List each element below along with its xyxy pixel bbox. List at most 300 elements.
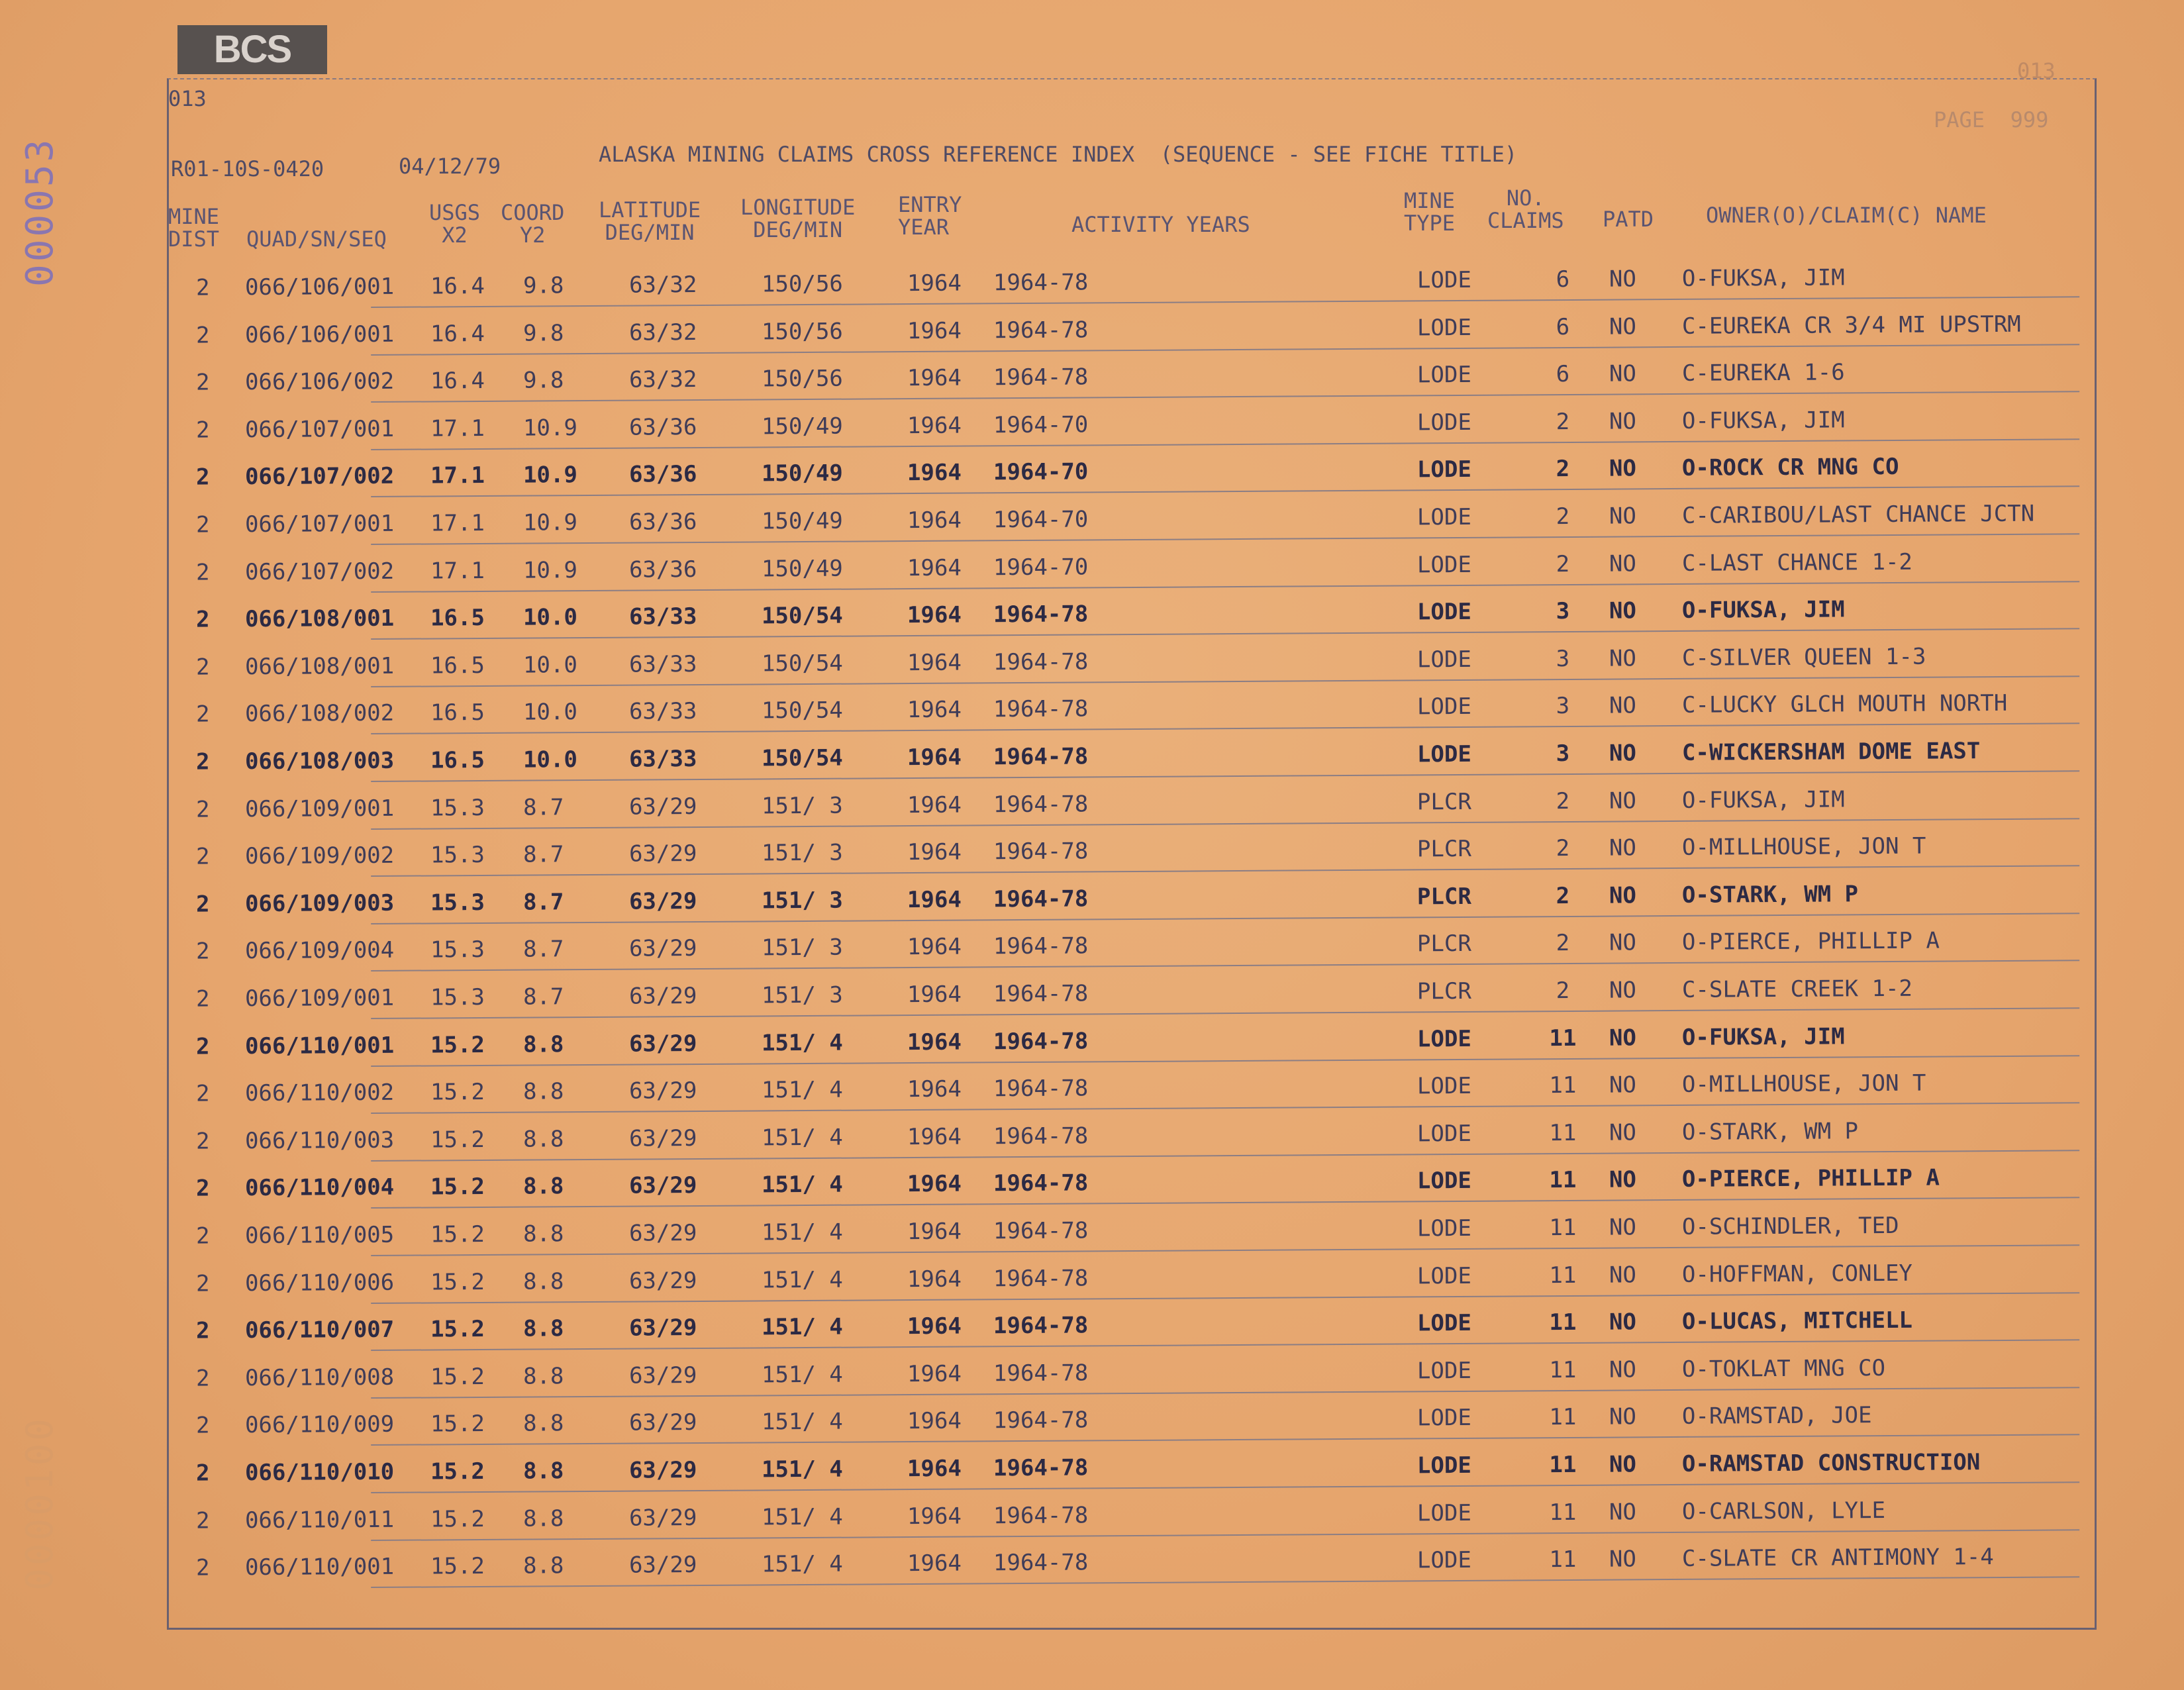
cell-entry-year: 1964 [907,649,962,676]
cell-no-claims: 11 [1549,1451,1577,1479]
cell-entry-year: 1964 [907,1170,962,1198]
cell-longitude: 151/ 3 [761,839,843,867]
cell-coord-y2: 10.9 [522,414,578,442]
cell-quad-sn-seq: 066/108/001 [244,652,395,680]
cell-entry-year: 1964 [907,1360,962,1387]
cell-patd: NO [1609,929,1637,956]
cell-longitude: 150/54 [761,744,843,772]
cell-quad-sn-seq: 066/110/011 [244,1506,395,1534]
cell-activity-years: 1964-78 [993,743,1089,771]
cell-mine-dist: 2 [195,1412,210,1440]
cell-latitude: 63/29 [628,983,697,1010]
cell-no-claims: 6 [1556,313,1570,340]
cell-longitude: 151/ 4 [761,1503,843,1531]
cell-no-claims: 11 [1549,1072,1577,1099]
cell-quad-sn-seq: 066/110/001 [244,1553,395,1581]
cell-patd: NO [1609,1071,1637,1099]
cell-activity-years: 1964-78 [993,1454,1089,1482]
cell-mine-type: LODE [1416,503,1471,531]
cell-owner-claim-name: O-CARLSON, LYLE [1681,1497,1886,1525]
cell-patd: NO [1609,882,1637,909]
cell-longitude: 150/56 [761,318,843,346]
cell-mine-dist: 2 [195,464,210,491]
cell-patd: NO [1609,408,1637,435]
cell-quad-sn-seq: 066/108/003 [244,747,395,775]
cell-no-claims: 3 [1556,598,1570,625]
cell-usgs-x2: 15.2 [430,1553,485,1580]
cell-no-claims: 11 [1549,1024,1577,1052]
cell-usgs-x2: 15.2 [430,1031,485,1059]
cell-no-claims: 2 [1556,977,1570,1005]
cell-quad-sn-seq: 066/108/001 [244,605,395,633]
cell-usgs-x2: 15.2 [430,1458,485,1485]
cell-quad-sn-seq: 066/109/003 [244,889,395,917]
cell-entry-year: 1964 [907,270,962,297]
cell-longitude: 150/49 [761,507,843,535]
header-quad-sn-seq: QUAD/SN/SEQ [246,226,387,252]
cell-coord-y2: 8.8 [522,1315,564,1342]
cell-latitude: 63/29 [628,1552,697,1579]
cell-mine-dist: 2 [195,1033,210,1060]
cell-latitude: 63/36 [628,413,697,441]
cell-latitude: 63/29 [628,840,697,868]
cell-latitude: 63/36 [628,509,697,536]
cell-patd: NO [1609,360,1637,387]
cell-mine-dist: 2 [195,1222,210,1250]
cell-usgs-x2: 17.1 [430,557,485,585]
cell-quad-sn-seq: 066/109/002 [244,842,395,870]
cell-quad-sn-seq: 066/106/002 [244,368,395,396]
cell-entry-year: 1964 [907,554,962,581]
side-stamp-faint: 0000100 [19,1416,62,1591]
header-entry-year: ENTRY YEAR [898,192,962,240]
cell-longitude: 151/ 4 [761,1409,843,1436]
cell-mine-dist: 2 [195,1128,210,1155]
cell-latitude: 63/29 [628,1267,697,1295]
cell-longitude: 151/ 4 [761,1171,843,1199]
cell-entry-year: 1964 [907,1218,962,1246]
cell-mine-type: LODE [1416,1073,1471,1100]
cell-usgs-x2: 15.2 [430,1220,485,1248]
cell-quad-sn-seq: 066/110/003 [244,1126,395,1154]
cell-longitude: 150/54 [761,697,843,724]
cell-no-claims: 11 [1549,1404,1577,1431]
cell-entry-year: 1964 [907,601,962,629]
cell-quad-sn-seq: 066/110/004 [244,1174,395,1202]
cell-entry-year: 1964 [907,1075,962,1103]
cell-no-claims: 3 [1556,740,1570,768]
cell-activity-years: 1964-78 [993,1169,1089,1197]
cell-activity-years: 1964-78 [993,1028,1089,1055]
cell-mine-type: LODE [1416,362,1471,389]
cell-entry-year: 1964 [907,459,962,487]
cell-longitude: 150/54 [761,602,843,630]
cell-owner-claim-name: O-MILLHOUSE, JON T [1681,832,1926,862]
cell-entry-year: 1964 [907,744,962,771]
header-latitude: LATITUDE DEG/MIN [599,197,701,245]
cell-activity-years: 1964-78 [993,838,1089,866]
cell-mine-dist: 2 [195,322,210,349]
cell-entry-year: 1964 [907,933,962,961]
cell-patd: NO [1609,1261,1637,1289]
cell-owner-claim-name: O-STARK, WM P [1681,1118,1859,1146]
cell-coord-y2: 10.9 [522,462,578,489]
cell-longitude: 151/ 4 [761,1313,843,1341]
cell-coord-y2: 8.8 [522,1220,564,1248]
cell-mine-dist: 2 [195,606,210,633]
cell-no-claims: 11 [1549,1119,1577,1146]
cell-entry-year: 1964 [907,886,962,913]
cell-mine-type: LODE [1416,693,1471,721]
cell-owner-claim-name: O-ROCK CR MNG CO [1681,454,1899,482]
cell-activity-years: 1964-70 [993,458,1089,486]
cell-longitude: 151/ 4 [761,1029,843,1057]
header-longitude: LONGITUDE DEG/MIN [740,195,856,242]
cell-latitude: 63/32 [628,272,697,299]
cell-no-claims: 2 [1556,787,1570,815]
cell-owner-claim-name: O-FUKSA, JIM [1681,1023,1845,1051]
cell-patd: NO [1609,787,1637,815]
cell-mine-dist: 2 [195,1175,210,1203]
header-patd: PATD [1603,207,1654,232]
cell-longitude: 151/ 4 [761,1266,843,1294]
cell-coord-y2: 8.8 [522,1552,564,1579]
cell-activity-years: 1964-78 [993,1360,1089,1387]
cell-coord-y2: 8.8 [522,1268,564,1295]
cell-longitude: 150/49 [761,555,843,583]
cell-patd: NO [1609,1403,1637,1430]
cell-owner-claim-name: O-RAMSTAD, JOE [1681,1402,1872,1430]
cell-owner-claim-name: C-LAST CHANCE 1-2 [1681,548,1913,577]
cell-mine-type: LODE [1416,1262,1471,1289]
cell-entry-year: 1964 [907,791,962,819]
cell-owner-claim-name: O-MILLHOUSE, JON T [1681,1069,1926,1099]
cell-patd: NO [1609,1451,1637,1478]
cell-owner-claim-name: C-CARIBOU/LAST CHANCE JCTN [1681,500,2035,529]
cell-owner-claim-name: C-LUCKY GLCH MOUTH NORTH [1681,690,2008,719]
cell-activity-years: 1964-78 [993,1075,1089,1103]
cell-patd: NO [1609,1119,1637,1146]
cell-no-claims: 11 [1549,1214,1577,1242]
cell-mine-dist: 2 [195,701,210,728]
cell-no-claims: 6 [1556,361,1570,388]
cell-quad-sn-seq: 066/106/001 [244,321,395,348]
cell-longitude: 151/ 3 [761,981,843,1009]
cell-patd: NO [1609,1546,1637,1573]
cell-activity-years: 1964-78 [993,1407,1089,1434]
cell-entry-year: 1964 [907,1550,962,1577]
report-title: ALASKA MINING CLAIMS CROSS REFERENCE INDEX (SEQUENCE - SEE FICHE TITLE) [599,142,1518,167]
cell-quad-sn-seq: 066/110/005 [244,1221,395,1250]
cell-coord-y2: 9.8 [522,367,564,394]
header-activity-years: ACTIVITY YEARS [1071,212,1250,237]
cell-mine-type: LODE [1416,314,1471,341]
cell-coord-y2: 8.7 [522,983,564,1011]
cell-mine-type: LODE [1416,456,1471,483]
cell-mine-type: PLCR [1416,883,1471,911]
cell-no-claims: 3 [1556,693,1570,720]
cell-coord-y2: 10.0 [522,651,578,679]
cell-owner-claim-name: C-SLATE CR ANTIMONY 1-4 [1681,1544,1994,1573]
cell-owner-claim-name: C-EUREKA CR 3/4 MI UPSTRM [1681,311,2021,340]
cell-quad-sn-seq: 066/110/007 [244,1316,395,1344]
cell-entry-year: 1964 [907,1503,962,1530]
cell-no-claims: 11 [1549,1499,1577,1526]
cell-no-claims: 11 [1549,1356,1577,1383]
cell-patd: NO [1609,1166,1637,1193]
cell-latitude: 63/29 [628,1077,697,1105]
cell-no-claims: 2 [1556,456,1570,483]
cell-quad-sn-seq: 066/107/002 [244,558,395,585]
cell-usgs-x2: 17.1 [430,462,485,489]
cell-latitude: 63/29 [628,1172,697,1200]
cell-no-claims: 2 [1556,835,1570,862]
cell-usgs-x2: 15.3 [430,936,485,964]
cell-mine-dist: 2 [195,748,210,775]
side-stamp-number: 000053 [19,136,62,287]
cell-usgs-x2: 16.5 [430,746,485,774]
cell-patd: NO [1609,503,1637,530]
cell-usgs-x2: 16.4 [430,368,485,395]
cell-usgs-x2: 15.2 [430,1411,485,1438]
cell-usgs-x2: 15.2 [430,1505,485,1533]
cell-no-claims: 11 [1549,1309,1577,1336]
cell-coord-y2: 8.8 [522,1458,564,1485]
cell-latitude: 63/29 [628,887,697,915]
cell-coord-y2: 10.0 [522,746,578,773]
cell-mine-dist: 2 [195,796,210,823]
cell-mine-dist: 2 [195,1365,210,1392]
cell-longitude: 151/ 3 [761,887,843,915]
cell-mine-type: LODE [1416,1547,1471,1574]
cell-patd: NO [1609,266,1637,293]
cell-latitude: 63/36 [628,556,697,583]
cell-mine-type: LODE [1416,266,1471,294]
cell-mine-type: PLCR [1416,788,1471,815]
cell-longitude: 151/ 3 [761,934,843,962]
cell-mine-dist: 2 [195,511,210,538]
cell-patd: NO [1609,740,1637,767]
cell-mine-dist: 2 [195,1080,210,1107]
cell-usgs-x2: 16.5 [430,652,485,679]
cell-latitude: 63/29 [628,1457,697,1484]
cell-owner-claim-name: C-SLATE CREEK 1-2 [1681,975,1913,1003]
cell-longitude: 151/ 4 [761,1124,843,1152]
cell-activity-years: 1964-78 [993,1312,1089,1340]
cell-mine-type: LODE [1416,1168,1471,1195]
cell-no-claims: 6 [1556,266,1570,293]
cell-coord-y2: 9.8 [522,319,564,347]
cell-owner-claim-name: O-STARK, WM P [1681,881,1859,909]
cell-usgs-x2: 15.2 [430,1363,485,1391]
cell-entry-year: 1964 [907,981,962,1009]
cell-mine-type: PLCR [1416,836,1471,863]
cell-mine-dist: 2 [195,274,210,301]
cell-no-claims: 2 [1556,930,1570,957]
cell-usgs-x2: 17.1 [430,509,485,537]
cell-mine-type: LODE [1416,409,1471,436]
cell-patd: NO [1609,834,1637,862]
header-owner-claim-name: OWNER(O)/CLAIM(C) NAME [1706,203,1987,228]
cell-longitude: 151/ 4 [761,1456,843,1483]
cell-longitude: 151/ 4 [761,1361,843,1389]
cell-usgs-x2: 16.4 [430,320,485,348]
cell-coord-y2: 8.8 [522,1363,564,1390]
cell-coord-y2: 8.8 [522,1173,564,1201]
report-id: R01-10S-0420 [171,156,324,181]
cell-entry-year: 1964 [907,1313,962,1340]
cell-coord-y2: 8.8 [522,1030,564,1058]
header-mine-type: MINE TYPE [1404,188,1456,236]
cell-activity-years: 1964-78 [993,364,1089,391]
cell-owner-claim-name: O-RAMSTAD CONSTRUCTION [1681,1449,1981,1477]
cell-longitude: 151/ 3 [761,792,843,820]
cell-quad-sn-seq: 066/110/002 [244,1079,395,1107]
cell-quad-sn-seq: 066/110/001 [244,1032,395,1060]
cell-activity-years: 1964-78 [993,791,1089,818]
cell-entry-year: 1964 [907,1028,962,1056]
cell-mine-dist: 2 [195,654,210,681]
cell-latitude: 63/33 [628,746,697,773]
cell-no-claims: 2 [1556,882,1570,909]
cell-latitude: 63/32 [628,319,697,346]
cell-coord-y2: 8.7 [522,841,564,868]
cell-latitude: 63/33 [628,698,697,726]
cell-activity-years: 1964-78 [993,1549,1089,1577]
header-usgs-x2: USGS X2 [429,200,481,248]
cell-mine-dist: 2 [195,1460,210,1487]
cell-quad-sn-seq: 066/106/001 [244,273,395,301]
cell-owner-claim-name: O-PIERCE, PHILLIP A [1681,927,1940,956]
cell-latitude: 63/33 [628,603,697,630]
cell-owner-claim-name: C-SILVER QUEEN 1-3 [1681,643,1926,671]
cell-coord-y2: 8.8 [522,1126,564,1153]
cell-no-claims: 11 [1549,1167,1577,1194]
bcs-logo: BCS [177,25,327,74]
cell-coord-y2: 8.7 [522,889,564,916]
cell-activity-years: 1964-78 [993,695,1089,723]
cell-coord-y2: 10.9 [522,509,578,536]
cell-activity-years: 1964-78 [993,648,1089,676]
cell-mine-type: LODE [1416,1452,1471,1479]
cell-mine-dist: 2 [195,1270,210,1297]
cell-owner-claim-name: O-TOKLAT MNG CO [1681,1354,1886,1383]
cell-activity-years: 1964-70 [993,506,1089,534]
cell-entry-year: 1964 [907,317,962,344]
cell-latitude: 63/29 [628,1504,697,1532]
cell-latitude: 63/32 [628,366,697,393]
cell-coord-y2: 10.0 [522,604,578,631]
cell-quad-sn-seq: 066/108/002 [244,700,395,728]
cell-activity-years: 1964-78 [993,885,1089,913]
cell-quad-sn-seq: 066/109/001 [244,984,395,1013]
cell-usgs-x2: 15.2 [430,1079,485,1106]
cell-coord-y2: 8.7 [522,793,564,821]
cell-entry-year: 1964 [907,412,962,439]
cell-latitude: 63/29 [628,1315,697,1342]
corner-code-left: 013 [168,86,207,111]
cell-mine-dist: 2 [195,559,210,586]
cell-coord-y2: 9.8 [522,272,564,299]
cell-mine-type: PLCR [1416,930,1471,958]
cell-owner-claim-name: O-PIERCE, PHILLIP A [1681,1164,1940,1193]
cell-usgs-x2: 15.2 [430,1268,485,1296]
cell-coord-y2: 10.0 [522,699,578,726]
cell-patd: NO [1609,1309,1637,1336]
cell-entry-year: 1964 [907,364,962,392]
cell-usgs-x2: 16.5 [430,605,485,632]
cell-latitude: 63/29 [628,1124,697,1152]
cell-quad-sn-seq: 066/107/001 [244,510,395,538]
cell-longitude: 150/56 [761,270,843,298]
cell-activity-years: 1964-78 [993,1122,1089,1150]
cell-usgs-x2: 15.2 [430,1126,485,1154]
cell-patd: NO [1609,313,1637,340]
cell-latitude: 63/29 [628,1409,697,1437]
cell-mine-dist: 2 [195,1554,210,1581]
cell-no-claims: 11 [1549,1546,1577,1573]
cell-latitude: 63/36 [628,461,697,489]
cell-quad-sn-seq: 066/110/009 [244,1411,395,1439]
cell-latitude: 63/29 [628,1030,697,1058]
cell-patd: NO [1609,692,1637,719]
header-mine-dist: MINE DIST [168,204,220,252]
report-date: 04/12/79 [399,154,501,179]
cell-mine-type: LODE [1416,1499,1471,1526]
cell-mine-dist: 2 [195,938,210,966]
cell-quad-sn-seq: 066/109/001 [244,795,395,822]
cell-coord-y2: 10.9 [522,556,578,584]
cell-activity-years: 1964-78 [993,317,1089,344]
cell-owner-claim-name: O-FUKSA, JIM [1681,596,1845,624]
cell-owner-claim-name: O-FUKSA, JIM [1681,407,1845,434]
page-label: PAGE 999 [1934,107,2049,132]
cell-activity-years: 1964-78 [993,932,1089,960]
cell-activity-years: 1964-78 [993,1265,1089,1292]
cell-coord-y2: 8.8 [522,1410,564,1438]
cell-mine-type: LODE [1416,646,1471,673]
cell-usgs-x2: 16.4 [430,272,485,300]
cell-entry-year: 1964 [907,838,962,866]
cell-no-claims: 3 [1556,645,1570,672]
cell-quad-sn-seq: 066/110/010 [244,1458,395,1487]
cell-activity-years: 1964-78 [993,601,1089,628]
cell-patd: NO [1609,550,1637,577]
cell-longitude: 150/56 [761,365,843,393]
cell-mine-type: LODE [1416,1120,1471,1148]
cell-no-claims: 2 [1556,503,1570,530]
header-coord-y2: COORD Y2 [501,200,565,248]
cell-entry-year: 1964 [907,696,962,724]
cell-activity-years: 1964-78 [993,1502,1089,1529]
corner-code-right: 013 [2017,58,2056,83]
cell-patd: NO [1609,455,1637,482]
cell-coord-y2: 8.7 [522,936,564,964]
cell-mine-type: LODE [1416,1215,1471,1242]
cell-mine-type: LODE [1416,551,1471,578]
cell-mine-type: LODE [1416,599,1471,626]
cell-mine-type: LODE [1416,740,1471,768]
cell-entry-year: 1964 [907,1407,962,1435]
cell-owner-claim-name: C-WICKERSHAM DOME EAST [1681,738,1981,766]
cell-quad-sn-seq: 066/107/002 [244,463,395,491]
cell-usgs-x2: 15.3 [430,983,485,1011]
cell-coord-y2: 8.8 [522,1505,564,1532]
cell-owner-claim-name: O-FUKSA, JIM [1681,264,1845,292]
cell-no-claims: 2 [1556,408,1570,435]
cell-activity-years: 1964-78 [993,980,1089,1008]
cell-longitude: 151/ 4 [761,1550,843,1578]
